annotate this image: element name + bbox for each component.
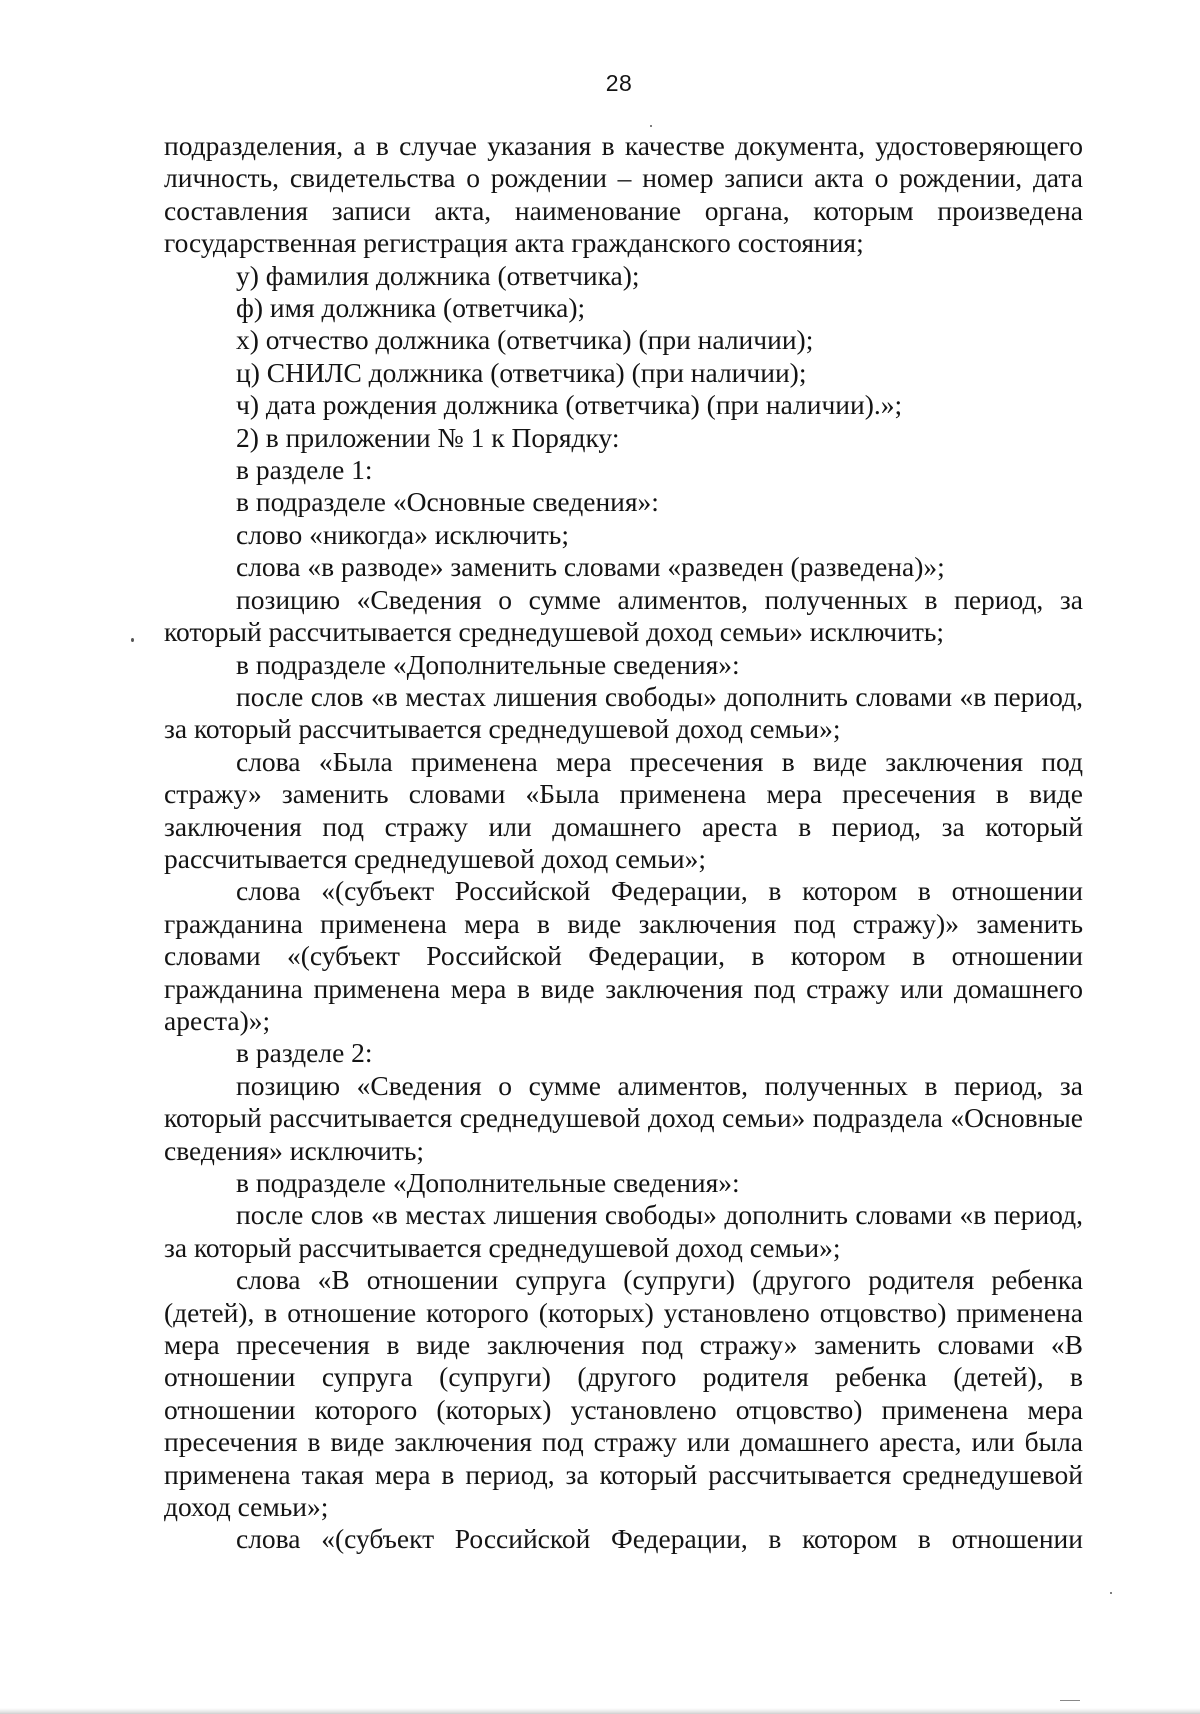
paragraph-alimony-position-2: позицию «Сведения о сумме алиментов, полученных в период, за который рассчитывается среднедушевой доход семьи» подраздела «Основные сведения» исключить; xyxy=(164,1069,1083,1166)
scan-speck xyxy=(131,638,134,642)
document-body xyxy=(164,130,1083,1556)
paragraph-after-words-prison: после слов «в местах лишения свободы» дополнить словами «в период, за который рассчитывается среднедушевой доход семьи»; xyxy=(164,680,1083,745)
page-number: 28 xyxy=(605,70,633,96)
list-item-kh: х) отчество должника (ответчика) (при наличии); xyxy=(236,324,814,356)
scan-speck xyxy=(1110,1592,1112,1594)
list-item-ch: ч) дата рождения должника (ответчика) (при наличии).»; xyxy=(236,389,903,421)
paragraph-alimony-position: позицию «Сведения о сумме алиментов, полученных в период, за который рассчитывается среднедушевой доход семьи» исключить; xyxy=(164,583,1083,648)
paragraph-appendix-1: 2) в приложении № 1 к Порядку: xyxy=(236,421,620,453)
paragraph-subsection-basic: в подразделе «Основные сведения»: xyxy=(236,486,659,518)
paragraph-federal-subject: слова «(субъект Российской Федерации, в котором в отношении гражданина применена мера в виде заключения под стражу)» заменить словами «(субъект Российской Федерации, в котором в отношении гражданина применена мера в виде заключения под стражу или домашнего ареста)»; xyxy=(164,875,1083,1036)
paragraph-subsection-additional-2: в подразделе «Дополнительные сведения»: xyxy=(236,1167,740,1198)
paragraph-spouse-detention: слова «В отношении супруга (супруги) (другого родителя ребенка (детей), в отношение которого (которых) установлено отцовство) применена мера пресечения в виде заключения под стражу» заменить словами «В отношении супруга (супруги) (другого родителя ребенка (детей), в отношении которого (которых) установлено отцовство) применена мера пресечения в виде заключения под стражу или домашнего ареста, или была применена такая мера в период, за который рассчитывается среднедушевой доход семьи»; xyxy=(164,1264,1083,1523)
paragraph-divorced: слова «в разводе» заменить словами «разведен (разведена)»; xyxy=(236,551,945,583)
list-item-u: у) фамилия должника (ответчика); xyxy=(236,259,640,291)
paragraph-section-1: в разделе 1: xyxy=(236,454,373,486)
paragraph-federal-subject-2: слова «(субъект Российской Федерации, в котором в отношении xyxy=(236,1523,1083,1555)
paragraph-subsection-additional: в подразделе «Дополнительные сведения»: xyxy=(236,648,740,680)
paragraph-detention-measure: слова «Была применена мера пресечения в виде заключения под стражу» заменить словами «Была применена мера пресечения в виде заключения под стражу или домашнего ареста в период, за который рассчитывается среднедушевой доход семьи»; xyxy=(164,745,1083,874)
scan-speck xyxy=(1060,1700,1080,1701)
scan-bottom-edge xyxy=(0,1708,1200,1714)
paragraph-continuation: подразделения, а в случае указания в качестве документа, удостоверяющего личность, свидетельства о рождении – номер записи акта о рождении, дата составления записи акта, наименование органа, которым произведена государственная регистрация акта гражданского состояния; xyxy=(164,130,1083,259)
list-item-ts: ц) СНИЛС должника (ответчика) (при наличии); xyxy=(236,356,807,388)
paragraph-after-words-prison-2: после слов «в местах лишения свободы» дополнить словами «в период, за который рассчитывается среднедушевой доход семьи»; xyxy=(164,1199,1083,1263)
scan-speck xyxy=(650,125,652,127)
paragraph-section-2: в разделе 2: xyxy=(236,1037,373,1069)
paragraph-word-never: слово «никогда» исключить; xyxy=(236,518,569,550)
list-item-f: ф) имя должника (ответчика); xyxy=(236,292,586,324)
